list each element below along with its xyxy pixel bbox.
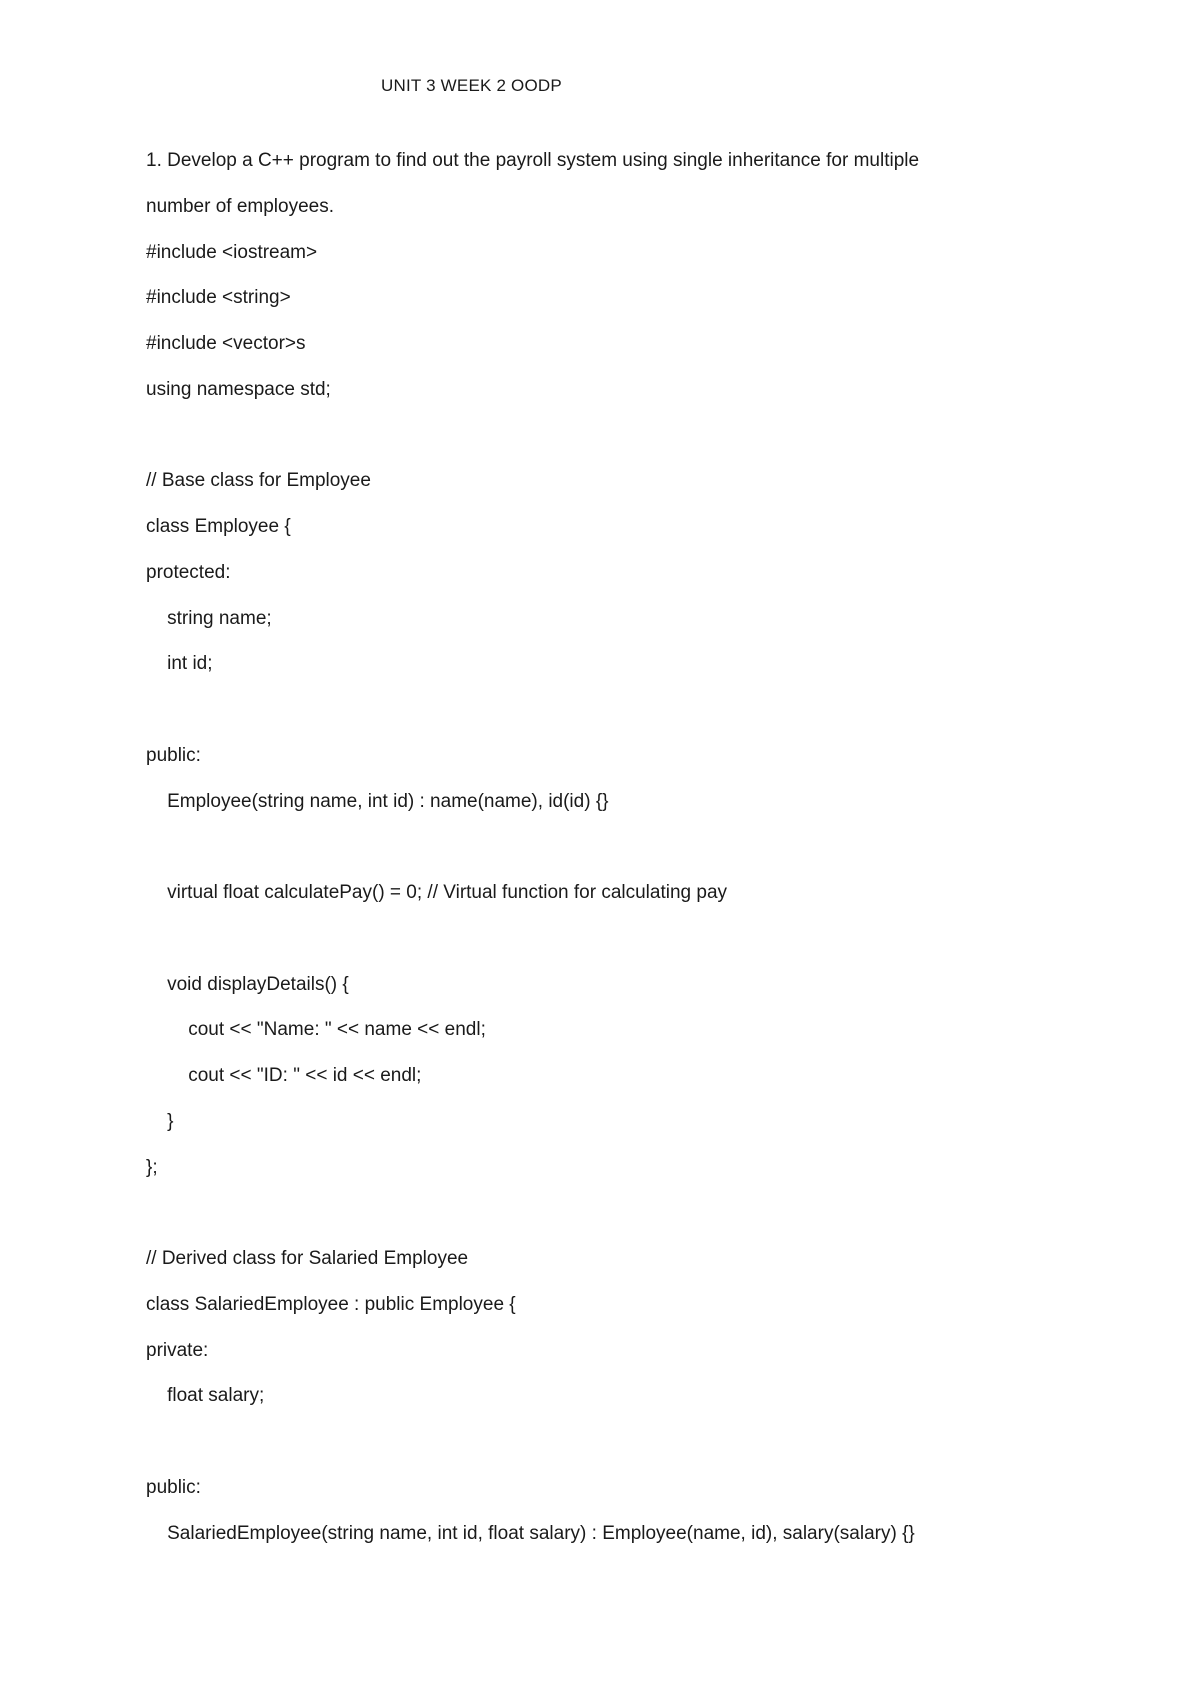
text-line: class SalariedEmployee : public Employee { — [146, 1293, 516, 1315]
text-line: } — [146, 1110, 174, 1132]
text-line: using namespace std; — [146, 378, 331, 400]
text-line: // Base class for Employee — [146, 470, 371, 492]
text-line: #include <iostream> — [146, 241, 318, 263]
blank-line — [146, 695, 1106, 741]
text-line: class Employee { — [146, 516, 291, 537]
text-line: cout << "Name: " << name << endl; — [146, 1019, 486, 1041]
page-title: UNIT 3 WEEK 2 OODP — [381, 76, 562, 95]
text-line: float salary; — [146, 1385, 265, 1407]
text-line: 1. Develop a C++ program to find out the payroll system using single inheritance for multiple — [146, 150, 920, 171]
blank-line — [146, 421, 1106, 467]
blank-line — [146, 924, 1106, 970]
blank-line — [146, 1198, 1106, 1244]
text-line: SalariedEmployee(string name, int id, float salary) : Employee(name, id), salary(salary) {} — [146, 1522, 915, 1544]
document-body — [146, 146, 1106, 1564]
text-line: number of employees. — [146, 195, 334, 217]
text-line: #include <string> — [146, 287, 291, 309]
blank-line — [146, 1427, 1106, 1473]
text-line: void displayDetails() { — [146, 973, 349, 995]
text-line: protected: — [146, 561, 231, 583]
text-line: public: — [146, 744, 201, 766]
blank-line — [146, 832, 1106, 878]
text-line: cout << "ID: " << id << endl; — [146, 1065, 422, 1086]
text-line: // Derived class for Salaried Employee — [146, 1248, 469, 1269]
text-line: private: — [146, 1339, 209, 1361]
text-line: string name; — [146, 607, 272, 629]
text-line: }; — [146, 1156, 158, 1178]
text-line: Employee(string name, int id) : name(name), id(id) {} — [146, 790, 609, 812]
text-line: #include <vector>s — [146, 333, 306, 354]
text-line: virtual float calculatePay() = 0; // Virtual function for calculating pay — [146, 882, 728, 903]
text-line: int id; — [146, 653, 213, 675]
text-line: public: — [146, 1476, 201, 1498]
